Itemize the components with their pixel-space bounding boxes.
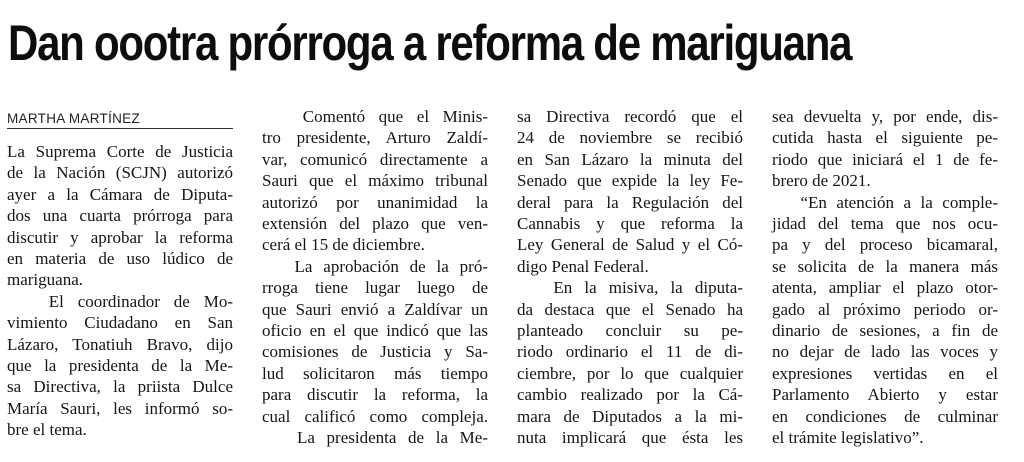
- text-line: gado al próximo periodo or-: [772, 299, 998, 319]
- text-line: Cannabis y que reforma la: [517, 214, 743, 234]
- text-line: que Sauri envió a Zaldívar un: [262, 299, 488, 319]
- text-line: brero de 2021.: [772, 171, 871, 191]
- text-line: en condiciones de culminar: [772, 406, 998, 426]
- text-line: El coordinador de Mo-: [7, 291, 233, 311]
- text-line: “En atención a la comple-: [772, 192, 998, 212]
- text-line: da destaca que el Senado ha: [517, 299, 743, 319]
- text-line: sa Directiva recordó que el: [517, 107, 743, 126]
- text-line: expresiones vertidas en el: [772, 363, 998, 383]
- text-line: oficio en el que indicó que las: [262, 321, 488, 341]
- text-line: var, comunicó directamente a: [262, 149, 488, 169]
- text-line: Parlamento Abierto y estar: [772, 385, 998, 405]
- text-line: sea devuelta y, por ende, dis-: [772, 107, 998, 126]
- text-line: se solicita de la manera más: [772, 256, 998, 276]
- text-line: Sauri que el máximo tribunal: [262, 171, 488, 191]
- text-line: Senado que expide la ley Fe-: [517, 171, 743, 191]
- text-line: en materia de uso lúdico de: [7, 249, 233, 269]
- text-line: ayer a la Cámara de Diputa-: [7, 184, 233, 204]
- column-body: [772, 106, 998, 449]
- column-body: [517, 106, 743, 449]
- text-line: mariguana.: [7, 270, 83, 290]
- text-line: no dejar de lado las voces y: [772, 342, 998, 362]
- text-line: para discutir la reforma, la: [262, 385, 488, 405]
- text-line: autorizó por unanimidad la: [262, 192, 488, 212]
- text-line: La Suprema Corte de Justicia: [7, 142, 233, 161]
- text-line: Lázaro, Tonatiuh Bravo, dijo: [7, 334, 233, 354]
- text-line: cambio realizado por la Cá-: [517, 385, 743, 405]
- text-line: La presidenta de la Me-: [262, 428, 488, 448]
- text-line: atenta, ampliar el plazo otor-: [772, 278, 998, 298]
- text-line: Ley General de Salud y el Có-: [517, 235, 743, 255]
- article-column-2: [262, 106, 488, 449]
- article-column-3: [517, 106, 743, 449]
- text-line: deral para la Regulación del: [517, 192, 743, 212]
- text-line: María Sauri, les informó so-: [7, 398, 233, 418]
- text-line: pa y del proceso bicamaral,: [772, 235, 998, 255]
- byline-divider: [7, 128, 233, 129]
- column-body: [7, 141, 233, 441]
- text-line: dos una cuarta prórroga para: [7, 206, 233, 226]
- text-line: sa Directiva, la priista Dulce: [7, 377, 233, 397]
- text-line: nuta implicará que ésta les: [517, 428, 743, 448]
- text-line: cual calificó como compleja.: [262, 406, 488, 426]
- text-line: tro presidente, Arturo Zaldí-: [262, 128, 488, 148]
- text-line: cutida hasta el siguiente pe-: [772, 128, 998, 148]
- text-line: vimiento Ciudadano en San: [7, 313, 233, 333]
- text-line: Comentó que el Minis-: [262, 107, 488, 126]
- text-line: extensión del plazo que ven-: [262, 214, 488, 234]
- text-line: dinario de sesiones, a fin de: [772, 321, 998, 341]
- text-line: La aprobación de la pró-: [262, 256, 488, 276]
- text-line: de la Nación (SCJN) autorizó: [7, 163, 233, 183]
- text-line: jidad del tema que nos ocu-: [772, 214, 998, 234]
- text-line: planteado concluir su pe-: [517, 321, 743, 341]
- text-line: bre el tema.: [7, 420, 87, 440]
- text-line: lud solicitaron más tiempo: [262, 363, 488, 383]
- text-line: digo Penal Federal.: [517, 256, 649, 276]
- text-line: En la misiva, la diputa-: [517, 278, 743, 298]
- text-line: 24 de noviembre se recibió: [517, 128, 743, 148]
- byline: MARTHA MARTÍNEZ: [7, 111, 141, 126]
- column-body: [262, 106, 488, 449]
- text-line: riodo que iniciará el 1 de fe-: [772, 149, 998, 169]
- text-line: el trámite legislativo”.: [772, 428, 924, 448]
- text-line: riodo ordinario el 11 de di-: [517, 342, 743, 362]
- text-line: ciembre, por lo que cualquier: [517, 363, 743, 383]
- text-line: mara de Diputados a la mi-: [517, 406, 743, 426]
- text-line: discutir y aprobar la reforma: [7, 227, 233, 247]
- article-column-4: [772, 106, 998, 449]
- article-column-1: [7, 106, 233, 441]
- text-line: rroga tiene lugar luego de: [262, 278, 488, 298]
- text-line: comisiones de Justicia y Sa-: [262, 342, 488, 362]
- text-line: en San Lázaro la minuta del: [517, 149, 743, 169]
- headline: Dan oootra prórroga a reforma de mariguana: [8, 15, 852, 71]
- text-line: cerá el 15 de diciembre.: [262, 235, 425, 255]
- text-line: que la presidenta de la Me-: [7, 356, 233, 376]
